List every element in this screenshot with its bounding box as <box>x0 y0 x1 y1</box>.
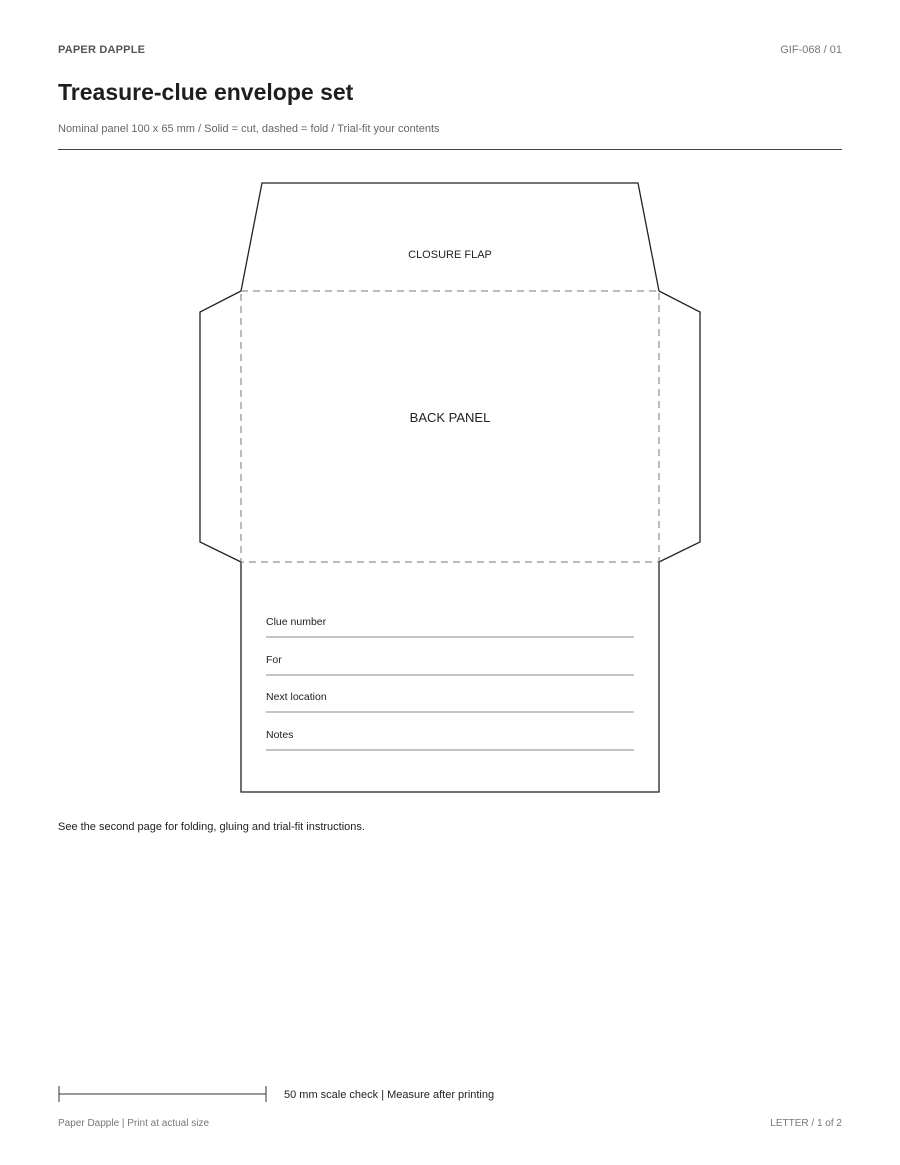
field-label-clue-number: Clue number <box>266 616 327 628</box>
document-code: GIF-068 / 01 <box>780 44 842 56</box>
instructions-note: See the second page for folding, gluing and trial-fit instructions. <box>58 821 365 833</box>
right-side-flap-outline <box>659 291 700 562</box>
brand-name: PAPER DAPPLE <box>58 44 146 56</box>
closure-flap-label: CLOSURE FLAP <box>408 249 492 261</box>
page-subtitle: Nominal panel 100 x 65 mm / Solid = cut, dashed = fold / Trial-fit your contents <box>58 123 440 135</box>
header-rule <box>58 149 842 150</box>
field-label-notes: Notes <box>266 729 294 741</box>
scale-check-bar <box>58 1084 268 1104</box>
left-side-flap-outline <box>200 291 241 562</box>
page-title: Treasure-clue envelope set <box>58 79 354 105</box>
scale-check-label: 50 mm scale check | Measure after printing <box>284 1089 495 1101</box>
footer-print-note: Paper Dapple | Print at actual size <box>58 1118 210 1129</box>
closure-flap-outline <box>241 183 659 291</box>
field-label-for: For <box>266 654 282 666</box>
back-panel-fold-lines <box>241 291 659 562</box>
back-panel-label: BACK PANEL <box>409 410 491 425</box>
field-label-next-location: Next location <box>266 691 327 703</box>
front-panel-outline <box>241 562 659 792</box>
footer-page-number: LETTER / 1 of 2 <box>770 1118 842 1129</box>
